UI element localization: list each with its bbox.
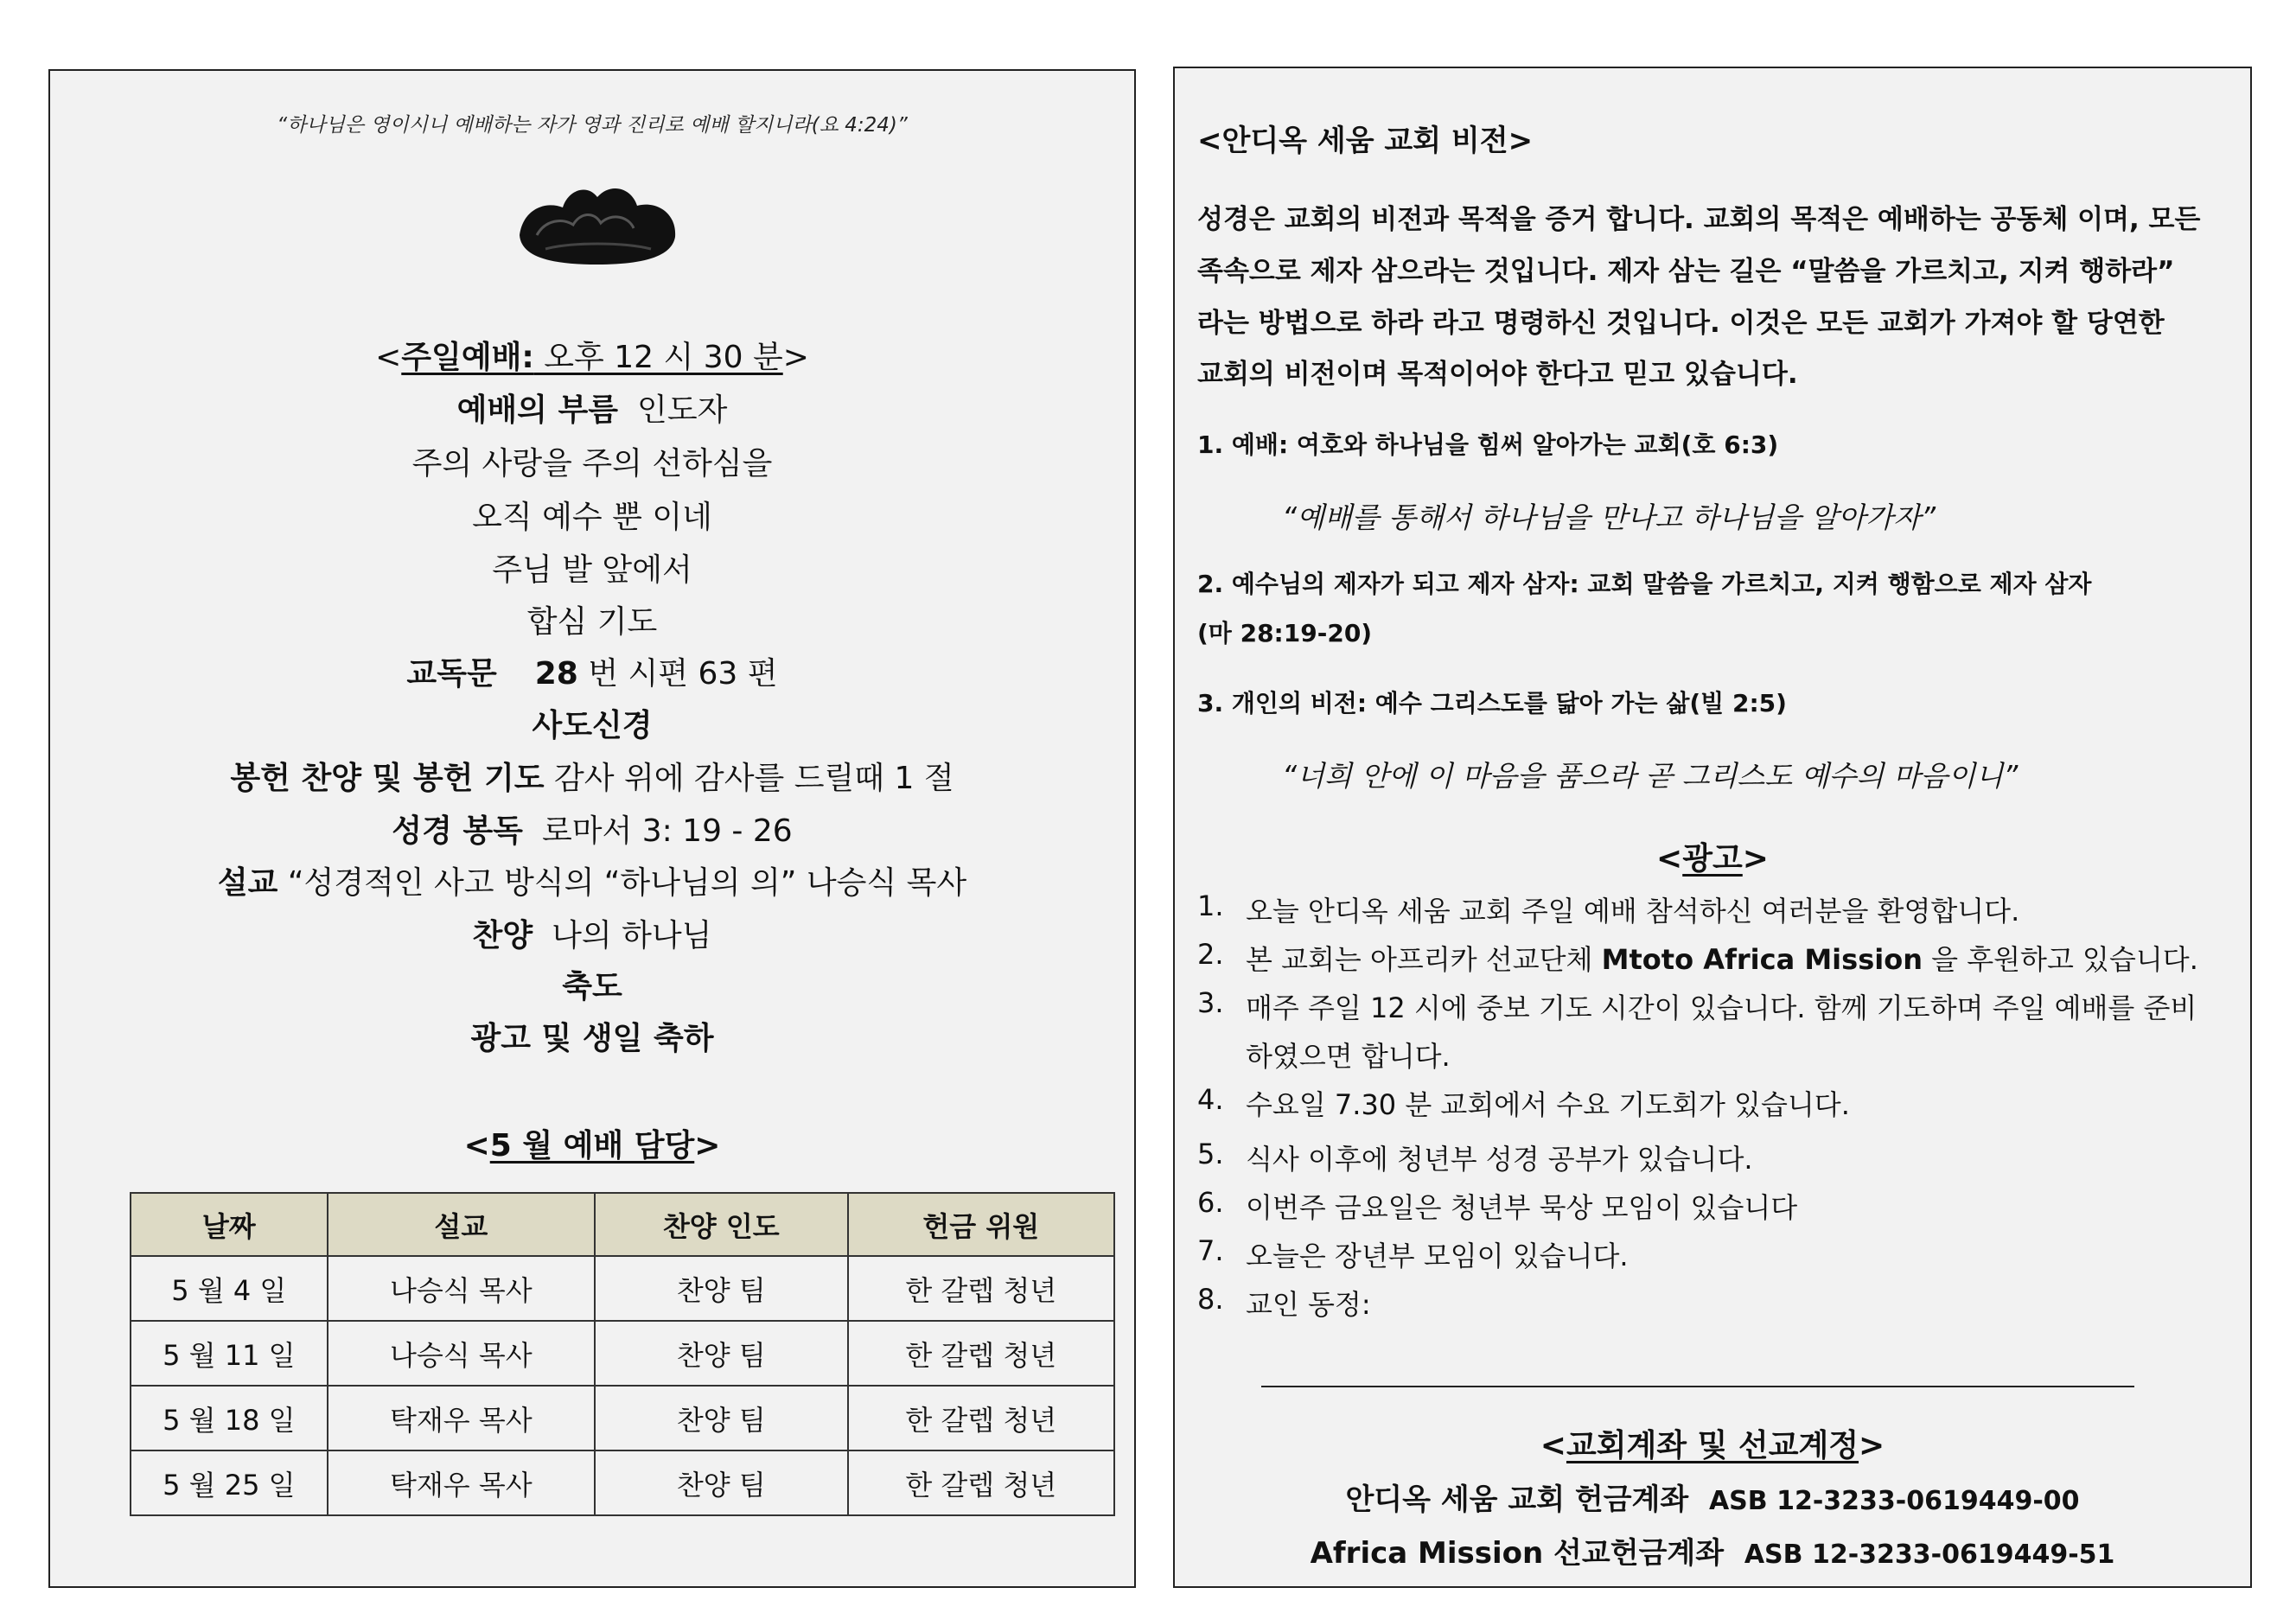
order-creed: 사도신경 xyxy=(532,708,653,743)
cell-date: 5 월 18 일 xyxy=(131,1386,328,1450)
order-sermon xyxy=(50,865,1134,901)
notice-title-text: 광고 xyxy=(1682,841,1743,877)
account-title-text: 교회계좌 및 선교계정 xyxy=(1566,1428,1859,1463)
notice-number: 6. xyxy=(1197,1186,1224,1219)
cell-worship-leader: 찬양 팀 xyxy=(595,1386,847,1450)
vision-quote-3: “너희 안에 이 마음을 품으라 곧 그리스도 예수의 마음이니” xyxy=(1282,759,2019,793)
notice-text: 교인 동정: xyxy=(1246,1288,1371,1321)
notice-text: 이번주 금요일은 청년부 묵상 모임이 있습니다 xyxy=(1246,1191,1798,1224)
order-hymn xyxy=(50,918,1134,953)
cell-offering: 한 갈렙 청년 xyxy=(848,1256,1114,1321)
vision-announcement-panel xyxy=(1173,67,2252,1588)
bracket-close: > xyxy=(694,1128,721,1164)
account-label: Africa Mission 선교헌금계좌 xyxy=(1310,1536,1725,1571)
table-header-row xyxy=(131,1193,1114,1256)
service-time xyxy=(50,342,1134,373)
schedule-title xyxy=(50,1128,1134,1164)
schedule-title-text: 5 월 예배 담당 xyxy=(489,1128,695,1164)
cell-date: 5 월 4 일 xyxy=(131,1256,328,1321)
vision-item-2: 2. 예수님의 제자가 되고 제자 삼자: 교회 말씀을 가르치고, 지켜 행함으로 제자 삼자 xyxy=(1197,570,2092,598)
header-worship-leader: 찬양 인도 xyxy=(595,1193,847,1256)
service-time-value: 오후 12 시 30 분 xyxy=(533,340,783,375)
notice-text: 수요일 7.30 분 교회에서 수요 기도회가 있습니다. xyxy=(1246,1088,1850,1121)
notice-number: 7. xyxy=(1197,1234,1224,1267)
order-item-detail: 인도자 xyxy=(637,392,728,428)
notice-text xyxy=(1246,938,2198,978)
vision-body-line: 족속으로 제자 삼으라는 것입니다. 제자 삼는 길은 “말씀을 가르치고, 지켜 행하라” xyxy=(1197,256,2175,287)
notice-number: 1. xyxy=(1197,889,1224,922)
church-logo-icon xyxy=(511,175,684,270)
bracket-open: < xyxy=(463,1128,490,1164)
order-song-1: 주의 사랑을 주의 선하심을 xyxy=(411,446,773,481)
cell-worship-leader: 찬양 팀 xyxy=(595,1256,847,1321)
header-sermon: 설교 xyxy=(328,1193,595,1256)
order-responsive-reading xyxy=(50,656,1134,692)
table-row xyxy=(131,1450,1114,1515)
order-item-title: 봉헌 찬양 및 봉헌 기도 xyxy=(230,761,545,796)
order-item-detail: 감사 위에 감사를 드릴때 1 절 xyxy=(544,761,954,796)
order-song-2: 오직 예수 뿐 이네 xyxy=(472,500,712,535)
account-number: ASB 12-3233-0619449-00 xyxy=(1708,1486,2080,1516)
notice-text: 매주 주일 12 시에 중보 기도 시간이 있습니다. 함께 기도하며 주일 예배를 준비 xyxy=(1246,991,2197,1024)
cell-offering: 한 갈렙 청년 xyxy=(848,1321,1114,1386)
order-item-detail: 나의 하나님 xyxy=(552,918,712,953)
order-item-title: 찬양 xyxy=(472,918,533,953)
notice-text-continued: 하였으면 합니다. xyxy=(1246,1040,1451,1073)
cell-worship-leader: 찬양 팀 xyxy=(595,1321,847,1386)
notice-number: 3. xyxy=(1197,986,1224,1019)
verse-header: “하나님은 영이시니 예배하는 자가 영과 진리로 예배 할지니라(요 4:24)” xyxy=(277,114,908,137)
cell-sermon: 탁재우 목사 xyxy=(328,1386,595,1450)
order-benediction: 축도 xyxy=(562,969,622,1004)
bracket-open: < xyxy=(1540,1428,1566,1463)
notice-text: 오늘 안디옥 세움 교회 주일 예배 참석하신 여러분을 환영합니다. xyxy=(1246,895,2020,928)
cell-worship-leader: 찬양 팀 xyxy=(595,1450,847,1515)
order-offering xyxy=(50,763,1134,794)
vision-body-line: 교회의 비전이며 목적이어야 한다고 믿고 있습니다. xyxy=(1197,359,1798,390)
divider xyxy=(1261,1386,2134,1387)
church-account xyxy=(1175,1476,2250,1518)
order-item-detail: 로마서 3: 19 - 26 xyxy=(541,813,793,849)
table-row xyxy=(131,1256,1114,1321)
order-item-title: 교독문 xyxy=(406,656,497,692)
bracket-open: < xyxy=(375,340,402,375)
cell-offering: 한 갈렙 청년 xyxy=(848,1450,1114,1515)
notice-text: 오늘은 장년부 모임이 있습니다. xyxy=(1246,1240,1629,1272)
table-row xyxy=(131,1321,1114,1386)
vision-item-2-ref: (마 28:19-20) xyxy=(1197,619,1373,647)
vision-item-1: 1. 예배: 여호와 하나님을 힘써 알아가는 교회(호 6:3) xyxy=(1197,430,1779,459)
account-title xyxy=(1175,1421,2250,1465)
bracket-close: > xyxy=(782,340,809,375)
header-date: 날짜 xyxy=(131,1193,328,1256)
notice-number: 8. xyxy=(1197,1283,1224,1316)
cell-date: 5 월 25 일 xyxy=(131,1450,328,1515)
notice-number: 4. xyxy=(1197,1083,1224,1116)
account-label: 안디옥 세움 교회 헌금계좌 xyxy=(1345,1482,1689,1517)
order-item-title: 예배의 부름 xyxy=(456,392,619,428)
notice-text-part: 을 후원하고 있습니다. xyxy=(1922,943,2198,976)
vision-body-line: 성경은 교회의 비전과 목적을 증거 합니다. 교회의 목적은 예배하는 공동체 이며, 모든 xyxy=(1197,204,2201,235)
bracket-close: > xyxy=(1742,841,1769,877)
notice-number: 5. xyxy=(1197,1138,1224,1170)
service-time-label: 주일예배: xyxy=(401,340,534,375)
worship-order-panel xyxy=(48,69,1136,1588)
bracket-close: > xyxy=(1859,1428,1885,1463)
mission-name: Mtoto Africa Mission xyxy=(1601,943,1923,976)
order-song-3: 주님 발 앞에서 xyxy=(492,552,692,588)
bracket-open: < xyxy=(1656,841,1683,877)
notice-number: 2. xyxy=(1197,938,1224,971)
responsive-number: 28 xyxy=(534,656,578,692)
order-scripture-reading xyxy=(50,813,1134,849)
vision-body-line: 라는 방법으로 하라 라고 명령하신 것입니다. 이것은 모든 교회가 가져야 할 당연한 xyxy=(1197,308,2165,339)
order-item-detail: 번 시편 63 편 xyxy=(588,656,778,692)
order-announcements: 광고 및 생일 축하 xyxy=(470,1021,714,1056)
notice-text-part: 본 교회는 아프리카 선교단체 xyxy=(1246,943,1602,976)
schedule-table xyxy=(130,1192,1115,1516)
order-call-to-worship xyxy=(50,392,1134,428)
order-item-title: 성경 봉독 xyxy=(392,813,523,849)
table-row xyxy=(131,1386,1114,1450)
order-item-detail: “성경적인 사고 방식의 “하나님의 의” 나승식 목사 xyxy=(277,865,967,901)
cell-date: 5 월 11 일 xyxy=(131,1321,328,1386)
vision-title: <안디옥 세움 교회 비전> xyxy=(1197,124,1534,158)
cell-offering: 한 갈렙 청년 xyxy=(848,1386,1114,1450)
vision-quote-1: “예배를 통해서 하나님을 만나고 하나님을 알아가자” xyxy=(1282,500,1936,534)
notice-text: 식사 이후에 청년부 성경 공부가 있습니다. xyxy=(1246,1143,1753,1176)
cell-sermon: 나승식 목사 xyxy=(328,1321,595,1386)
cell-sermon: 탁재우 목사 xyxy=(328,1450,595,1515)
vision-item-3: 3. 개인의 비전: 예수 그리스도를 닮아 가는 삶(빌 2:5) xyxy=(1197,689,1787,717)
header-offering: 헌금 위원 xyxy=(848,1193,1114,1256)
notice-title xyxy=(1175,834,2250,878)
mission-account xyxy=(1175,1529,2250,1572)
order-item-title: 설교 xyxy=(217,865,278,901)
cell-sermon: 나승식 목사 xyxy=(328,1256,595,1321)
order-prayer: 합심 기도 xyxy=(526,604,658,640)
account-number: ASB 12-3233-0619449-51 xyxy=(1744,1540,2115,1570)
